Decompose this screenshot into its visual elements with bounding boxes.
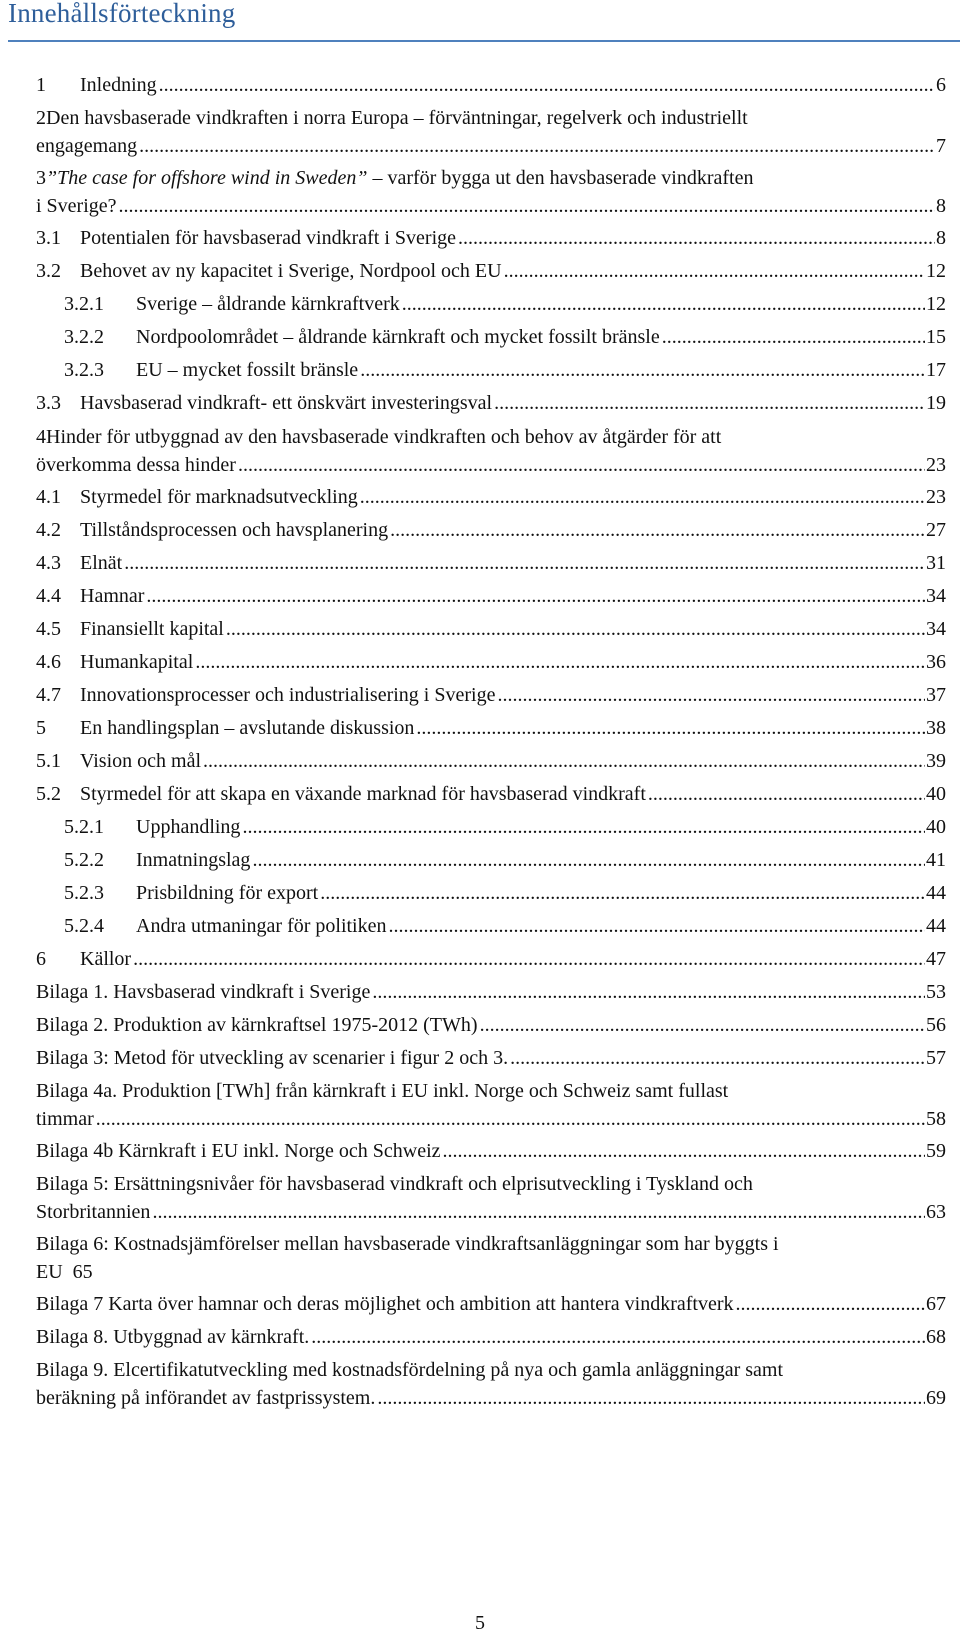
toc-page-number: 17: [926, 359, 946, 381]
toc-entry-title: Bilaga 4b Kärnkraft i EU inkl. Norge och Schweiz: [36, 1140, 441, 1162]
toc-entry-title: Bilaga 1. Havsbaserad vindkraft i Sverige: [36, 981, 371, 1003]
toc-page-number: 59: [926, 1140, 946, 1162]
toc-entry-title: Inledning: [80, 74, 157, 96]
dot-leader: [494, 389, 925, 417]
dot-leader: [133, 945, 925, 973]
toc-appendix-2[interactable]: [36, 1011, 946, 1039]
toc-page-number: 23: [926, 486, 946, 508]
toc-entry-title-cont: Storbritannien: [36, 1201, 151, 1223]
dot-leader: [497, 681, 925, 709]
dot-leader: [203, 747, 925, 775]
toc-entry-3-2-3[interactable]: 3.2.3 EU – mycket fossilt bränsle ..... 17: [64, 356, 946, 384]
dot-leader: [510, 1044, 925, 1072]
dot-leader: [504, 257, 925, 285]
toc-entry-title: Prisbildning för export: [136, 882, 319, 904]
dot-leader: [252, 846, 925, 874]
toc-entry-title: Behovet av ny kapacitet i Sverige, Nordpool och EU: [80, 260, 502, 282]
toc-entry-title: Andra utmaningar för politiken: [136, 915, 387, 937]
dot-leader: [389, 912, 926, 940]
toc-entry-title: Bilaga 2. Produktion av kärnkraftsel 1975-2012 (TWh): [36, 1014, 478, 1036]
toc-entry-5-2-4[interactable]: 5.2.4 Andra utmaningar för politiken ..... 44: [64, 912, 946, 940]
dot-leader: [242, 813, 925, 841]
toc-entry-title: En handlingsplan – avslutande diskussion: [80, 717, 415, 739]
toc-page-number: 40: [926, 816, 946, 838]
toc-appendix-9[interactable]: [36, 1356, 946, 1412]
toc-entry-5-2-3[interactable]: 5.2.3 Prisbildning för export ..... 44: [64, 879, 946, 907]
toc-entry-title: Källor: [80, 948, 132, 970]
toc-entry-3-3[interactable]: 3.3 Havsbaserad vindkraft- ett önskvärt investeringsval ..... 19: [36, 389, 946, 417]
toc-entry-title: Bilaga 7 Karta över hamnar och deras möjlighet och ambition att hantera vindkraftverk: [36, 1293, 734, 1315]
toc-entry-5-2-1[interactable]: 5.2.1 Upphandling ..... 40: [64, 813, 946, 841]
toc-appendix-4b[interactable]: [36, 1137, 946, 1165]
toc-appendix-5[interactable]: [36, 1170, 946, 1226]
dot-leader: [195, 648, 925, 676]
toc-entry-title: EU – mycket fossilt bränsle: [136, 359, 359, 381]
toc-entry-2[interactable]: 2Den havsbaserade vindkraften i norra Europa – förväntningar, regelverk och industriellt engagemang ..... 7: [36, 104, 946, 160]
toc-page-number: 65: [72, 1261, 93, 1283]
toc-entry-title: Nordpoolområdet – åldrande kärnkraft och mycket fossilt bränsle: [136, 326, 660, 348]
dot-leader: [443, 1137, 925, 1165]
toc-page-number: 19: [926, 392, 946, 414]
toc-entry-5-2[interactable]: 5.2 Styrmedel för att skapa en växande marknad för havsbaserad vindkraft ..... 40: [36, 780, 946, 808]
toc-entry-4-6[interactable]: 4.6 Humankapital ..... 36: [36, 648, 946, 676]
toc-entry-3-2-2[interactable]: 3.2.2 Nordpoolområdet – åldrande kärnkraft och mycket fossilt bränsle ..... 15: [64, 323, 946, 351]
dot-leader: [320, 879, 925, 907]
toc-page-number: 44: [926, 882, 946, 904]
toc-entry-title: Vision och mål: [80, 750, 202, 772]
toc-entry-title: Potentialen för havsbaserad vindkraft i Sverige: [80, 227, 456, 249]
toc-entry-3-1[interactable]: 3.1 Potentialen för havsbaserad vindkraft i Sverige ..... 8: [36, 224, 946, 252]
toc-entry-5-1[interactable]: 5.1 Vision och mål ..... 39: [36, 747, 946, 775]
toc-page-number: 27: [926, 519, 946, 541]
dot-leader: [311, 1323, 925, 1351]
toc-page-number: 56: [926, 1014, 946, 1036]
toc-entry-title-cont: timmar: [36, 1108, 94, 1130]
toc-entry-4-2[interactable]: 4.2 Tillståndsprocessen och havsplanering ..... 27: [36, 516, 946, 544]
toc-page-number: 47: [926, 948, 946, 970]
toc-entry-4-5[interactable]: 4.5 Finansiellt kapital ..... 34: [36, 615, 946, 643]
dot-leader: [662, 323, 925, 351]
toc-entry-title: Elnät: [80, 552, 123, 574]
dot-leader: [139, 132, 935, 160]
toc-entry-title: Bilaga 3: Metod för utveckling av scenarier i figur 2 och 3.: [36, 1047, 509, 1069]
toc-page-number: 68: [926, 1326, 946, 1348]
toc-page-number: 12: [926, 293, 946, 315]
toc-entry-5-2-2[interactable]: 5.2.2 Inmatningslag ..... 41: [64, 846, 946, 874]
toc-appendix-6[interactable]: [36, 1230, 946, 1286]
toc-entry-3[interactable]: 3”The case for offshore wind in Sweden” – varför bygga ut den havsbaserade vindkraften i Sverige? ..... 8: [36, 164, 946, 220]
toc-entry-title: Innovationsprocesser och industrialisering i Sverige: [80, 684, 496, 706]
toc-entry-title: Upphandling: [136, 816, 241, 838]
toc-page-number: 63: [926, 1201, 946, 1223]
toc-entry-4-7[interactable]: 4.7 Innovationsprocesser och industrialisering i Sverige ..... 37: [36, 681, 946, 709]
toc-entry-3-2[interactable]: 3.2 Behovet av ny kapacitet i Sverige, Nordpool och EU ..... 12: [36, 257, 946, 285]
toc-entry-title: Bilaga 5: Ersättningsnivåer för havsbaserad vindkraft och elprisutveckling i Tyskland och: [36, 1173, 753, 1195]
dot-leader: [360, 483, 925, 511]
dot-leader: [736, 1290, 925, 1318]
toc-page-number: 39: [926, 750, 946, 772]
toc-entry-title: Finansiellt kapital: [80, 618, 224, 640]
dot-leader: [360, 356, 925, 384]
toc-appendix-8[interactable]: [36, 1323, 946, 1351]
toc-entry-4-3[interactable]: 4.3 Elnät ..... 31: [36, 549, 946, 577]
toc-entry-title: Inmatningslag: [136, 849, 251, 871]
toc-entry-title: Bilaga 8. Utbyggnad av kärnkraft.: [36, 1326, 310, 1348]
toc-page-number: 6: [936, 74, 946, 96]
toc-page-number: 31: [926, 552, 946, 574]
toc-appendix-1[interactable]: [36, 978, 946, 1006]
dot-leader: [390, 516, 925, 544]
dot-leader: [402, 290, 925, 318]
dot-leader: [458, 224, 935, 252]
toc-entry-4-4[interactable]: 4.4 Hamnar ..... 34: [36, 582, 946, 610]
toc-page-number: 8: [936, 195, 946, 217]
toc-page-number: 58: [926, 1108, 946, 1130]
toc-page-number: 36: [926, 651, 946, 673]
toc-entry-title-cont: överkomma dessa hinder: [36, 454, 236, 476]
toc-entry-title: Bilaga 9. Elcertifikatutveckling med kostnadsfördelning på nya och gamla anläggningar samt: [36, 1359, 784, 1381]
toc-entry-title: Sverige – åldrande kärnkraftverk: [136, 293, 400, 315]
toc-page-number: 69: [926, 1387, 946, 1409]
toc-heading: Innehållsförteckning: [8, 0, 236, 28]
toc-page-number: 7: [936, 135, 946, 157]
toc-appendix-7[interactable]: [36, 1290, 946, 1318]
toc-entry-title: Styrmedel för att skapa en växande marknad för havsbaserad vindkraft: [80, 783, 646, 805]
dot-leader: [480, 1011, 925, 1039]
toc-page-number: 34: [926, 585, 946, 607]
toc-entry-1[interactable]: 1 Inledning ..... 6: [36, 71, 946, 99]
toc-page-number: 34: [926, 618, 946, 640]
dot-leader: [377, 1384, 925, 1412]
toc-entry-title: Humankapital: [80, 651, 194, 673]
dot-leader: [372, 978, 925, 1006]
toc-entry-6[interactable]: 6 Källor ..... 47: [36, 945, 946, 973]
toc-entry-title: Hamnar: [80, 585, 145, 607]
toc-page-number: 37: [926, 684, 946, 706]
toc-appendix-3[interactable]: [36, 1044, 946, 1072]
toc-entry-4-1[interactable]: 4.1 Styrmedel för marknadsutveckling ..... 23: [36, 483, 946, 511]
dot-leader: [152, 1198, 925, 1226]
dot-leader: [119, 192, 935, 220]
dot-leader: [124, 549, 925, 577]
toc-entry-title-cont: i Sverige?: [36, 195, 117, 217]
toc-entry-title-italic: ”The case for offshore wind in Sweden”: [46, 167, 368, 189]
page-number-footer: 5: [475, 1612, 485, 1634]
toc-page-number: 12: [926, 260, 946, 282]
toc-page-number: 44: [926, 915, 946, 937]
toc-entry-title: Bilaga 4a. Produktion [TWh] från kärnkraft i EU inkl. Norge och Schweiz samt fullast: [36, 1080, 729, 1102]
toc-entry-title: Styrmedel för marknadsutveckling: [80, 486, 358, 508]
toc-entry-title: Bilaga 6: Kostnadsjämförelser mellan havsbaserade vindkraftsanläggningar som har byggts i: [36, 1233, 779, 1255]
toc-entry-title: – varför bygga ut den havsbaserade vindkraften: [367, 167, 754, 189]
dot-leader: [648, 780, 925, 808]
dot-leader: [238, 451, 925, 479]
toc-entry-4[interactable]: 4Hinder för utbyggnad av den havsbaserade vindkraften och behov av åtgärder för att överkomma dessa hinder ..... 23: [36, 423, 946, 479]
toc-entry-title: Havsbaserad vindkraft- ett önskvärt investeringsval: [80, 392, 493, 414]
toc-page-number: 53: [926, 981, 946, 1003]
toc-page-number: 41: [926, 849, 946, 871]
dot-leader: [96, 1105, 925, 1133]
toc-appendix-4a[interactable]: [36, 1077, 946, 1133]
dot-leader: [146, 582, 925, 610]
toc-entry-3-2-1[interactable]: 3.2.1 Sverige – åldrande kärnkraftverk ..... 12: [64, 290, 946, 318]
toc-page-number: 57: [926, 1047, 946, 1069]
toc-entry-title-cont: beräkning på införandet av fastprissystem.: [36, 1387, 376, 1409]
toc-entry-title-cont: EU: [36, 1261, 63, 1283]
toc-page-number: 67: [926, 1293, 946, 1315]
toc-page-number: 40: [926, 783, 946, 805]
toc-page-number: 15: [926, 326, 946, 348]
toc-entry-5[interactable]: 5 En handlingsplan – avslutande diskussion ..... 38: [36, 714, 946, 742]
toc-entry-title: Den havsbaserade vindkraften i norra Europa – förväntningar, regelverk och industriellt: [46, 107, 748, 129]
toc-page-number: 38: [926, 717, 946, 739]
toc-entry-title-cont: engagemang: [36, 135, 138, 157]
dot-leader: [159, 71, 935, 99]
toc-page-number: 23: [926, 454, 946, 476]
toc-entry-title: Hinder för utbyggnad av den havsbaserade vindkraften och behov av åtgärder för att: [46, 426, 722, 448]
dot-leader: [226, 615, 925, 643]
toc-page-number: 8: [936, 227, 946, 249]
toc-entry-title: Tillståndsprocessen och havsplanering: [80, 519, 389, 541]
dot-leader: [416, 714, 925, 742]
